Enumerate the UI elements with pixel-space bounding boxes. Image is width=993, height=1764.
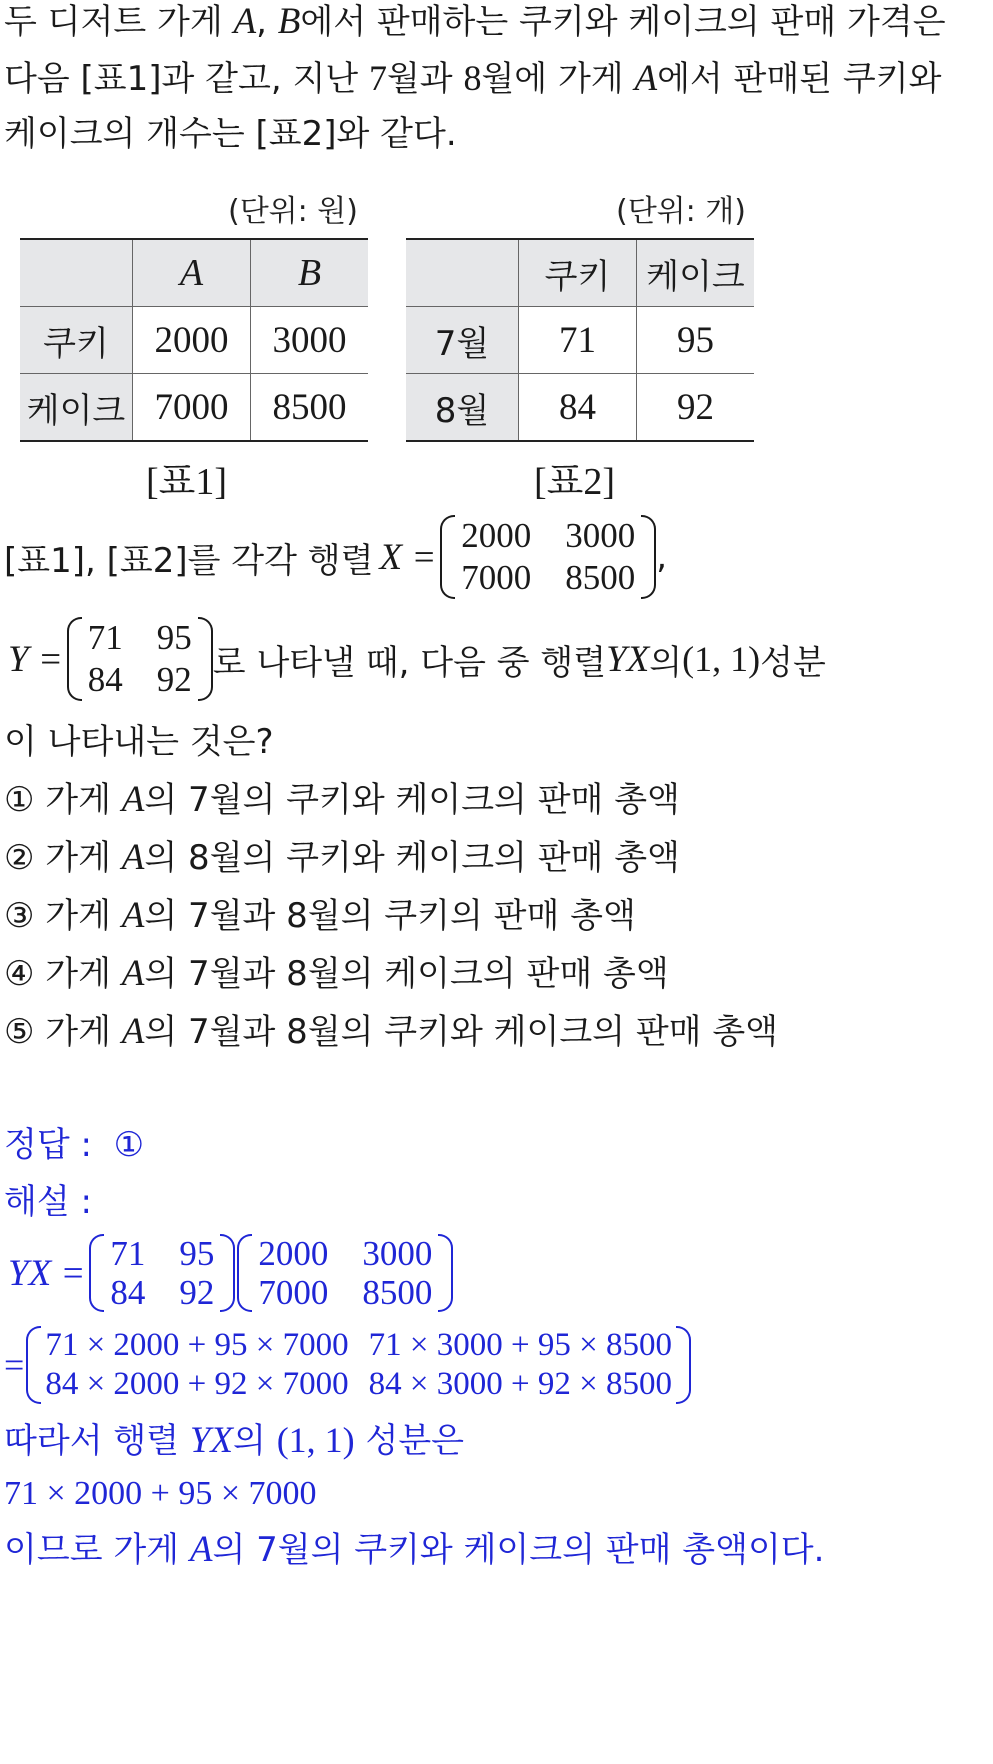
table2-count <box>406 238 754 442</box>
choice-text: 의 7월의 쿠키와 케이크의 판매 총액 <box>144 780 680 820</box>
table2-cell: 95 <box>637 307 755 374</box>
matrix-entry: 2000 <box>258 1234 329 1273</box>
choice-text: 의 7월과 8월의 쿠키의 판매 총액 <box>144 896 636 936</box>
choice-number: ④ <box>4 954 35 994</box>
store-a-var: A <box>121 895 145 936</box>
matrix-x-label: X = <box>379 536 437 578</box>
matrix-entry: 92 <box>156 660 192 699</box>
text: , <box>256 2 278 42</box>
table1-row-label: 쿠키 <box>20 307 133 374</box>
paren-right <box>676 1326 691 1404</box>
problem-line-3: 케이크의 개수는 [표2]와 같다. <box>4 114 457 154</box>
store-a-var: A <box>121 779 145 820</box>
choice-number: ③ <box>4 896 35 936</box>
text: , <box>656 537 668 577</box>
matrix-entry: 71 × 3000 + 95 × 8500 <box>368 1327 672 1363</box>
table1-cell: 3000 <box>251 307 369 374</box>
text: 따라서 행렬 <box>4 1421 190 1461</box>
table1-row-label: 케이크 <box>20 374 133 442</box>
table2-row-label: 7월 <box>406 307 519 374</box>
matrix-yx: YX <box>189 1420 234 1461</box>
matrix-entry: 8500 <box>362 1273 433 1312</box>
table2-header-cookie: 쿠키 <box>519 239 637 307</box>
choice-3[interactable] <box>4 894 636 938</box>
table1-price <box>20 238 368 442</box>
question-line-2 <box>4 617 826 701</box>
paren-right <box>641 515 656 599</box>
question-line-1 <box>4 515 667 599</box>
text: 가게 <box>45 896 122 936</box>
matrix-entry: 84 <box>110 1273 146 1312</box>
table1-cell: 8500 <box>251 374 369 442</box>
paren-left <box>67 617 82 701</box>
text: 성분은 <box>354 1421 465 1461</box>
number: 7 <box>368 58 387 98</box>
matrix-entry: 7000 <box>258 1273 329 1312</box>
paren-left <box>89 1234 104 1312</box>
matrix-entry: 71 <box>110 1234 146 1273</box>
choice-1[interactable] <box>4 778 680 822</box>
problem-line-1 <box>4 0 946 44</box>
table2-cell: 92 <box>637 374 755 442</box>
store-b-var: B <box>277 1 301 42</box>
text: 가게 <box>45 954 122 994</box>
text: 두 디저트 가게 <box>4 2 234 42</box>
paren-left <box>440 515 455 599</box>
store-a-var: A <box>233 1 257 42</box>
text: 성분 <box>760 642 826 683</box>
text: 가게 <box>45 1012 122 1052</box>
question-line-3: 이 나타내는 것은? <box>4 722 274 762</box>
text: 가게 <box>45 838 122 878</box>
store-a-var: A <box>121 953 145 994</box>
matrix-y-label: Y = <box>8 638 63 680</box>
table1-cell: 2000 <box>133 307 251 374</box>
explanation-label: 해설 : <box>4 1182 92 1222</box>
table1-cell: 7000 <box>133 374 251 442</box>
choice-number: ⑤ <box>4 1012 35 1052</box>
text: [표1], [표2]를 각각 행렬 <box>4 540 374 581</box>
text: 로 나타낼 때, 다음 중 행렬 <box>212 642 607 683</box>
table1-header-b: B <box>251 239 369 307</box>
text: 의 7월의 쿠키와 케이크의 판매 총액이다. <box>212 1530 825 1570</box>
matrix-product <box>26 1326 691 1404</box>
choice-5[interactable] <box>4 1010 778 1054</box>
table1-unit: (단위: 원) <box>228 194 358 229</box>
store-a-var: A <box>634 58 658 99</box>
choice-4[interactable] <box>4 952 669 996</box>
text: 월과 <box>386 59 464 99</box>
matrix-entry: 2000 <box>461 516 532 555</box>
matrix-entry: 95 <box>179 1234 215 1273</box>
matrix-entry: 71 <box>87 618 123 657</box>
paren-right <box>198 617 213 701</box>
table2-corner <box>406 239 519 307</box>
matrix-y <box>67 617 213 701</box>
choice-text: 의 8월의 쿠키와 케이크의 판매 총액 <box>144 838 680 878</box>
table1-header-a: A <box>133 239 251 307</box>
choice-number: ② <box>4 838 35 878</box>
matrix-yx: YX <box>606 638 650 680</box>
text: 의 <box>233 1421 277 1461</box>
paren-left <box>237 1234 252 1312</box>
table2-unit: (단위: 개) <box>616 194 746 229</box>
answer-value: ① <box>113 1125 145 1165</box>
matrix-entry: 3000 <box>362 1234 433 1273</box>
text: 에서 판매하는 쿠키와 케이크의 판매 가격은 <box>300 2 946 42</box>
matrix-x <box>237 1234 453 1312</box>
table2-cell: 71 <box>519 307 637 374</box>
matrix-entry: 95 <box>156 618 192 657</box>
explanation-expanded-product <box>4 1326 691 1404</box>
choice-text: 의 7월과 8월의 쿠키와 케이크의 판매 총액 <box>144 1012 779 1052</box>
yx-label: YX = <box>8 1252 86 1294</box>
table1-caption: [표1] <box>146 461 228 503</box>
matrix-entry: 84 × 2000 + 92 × 7000 <box>45 1366 349 1402</box>
matrix-y <box>89 1234 235 1312</box>
store-a-var: A <box>189 1529 213 1570</box>
matrix-entry: 84 × 3000 + 92 × 8500 <box>368 1366 672 1402</box>
table2-header-cake: 케이크 <box>637 239 755 307</box>
table2-cell: 84 <box>519 374 637 442</box>
answer-line <box>4 1123 144 1167</box>
table2-caption: [표2] <box>534 461 616 503</box>
matrix-x <box>440 515 656 599</box>
table2-row-label: 8월 <box>406 374 519 442</box>
matrix-entry: 92 <box>179 1273 215 1312</box>
choice-2[interactable] <box>4 836 680 880</box>
paren-left <box>26 1326 41 1404</box>
text: 이므로 가게 <box>4 1530 190 1570</box>
matrix-entry: 8500 <box>565 558 636 597</box>
entry-index: (1, 1) <box>682 639 761 679</box>
text: 월에 가게 <box>481 59 635 99</box>
table1-corner <box>20 239 133 307</box>
text: 에서 판매된 쿠키와 <box>657 59 942 99</box>
choice-number: ① <box>4 780 35 820</box>
matrix-entry: 84 <box>87 660 123 699</box>
number: 8 <box>463 58 482 98</box>
matrix-entry: 71 × 2000 + 95 × 7000 <box>45 1327 349 1363</box>
text: 의 <box>649 642 683 683</box>
store-a-var: A <box>121 1011 145 1052</box>
matrix-entry: 7000 <box>461 558 532 597</box>
paren-right <box>220 1234 235 1312</box>
explanation-conclusion <box>4 1528 824 1572</box>
explanation-line-entry <box>4 1418 464 1463</box>
store-a-var: A <box>121 837 145 878</box>
text: 가게 <box>45 780 122 820</box>
paren-right <box>438 1234 453 1312</box>
entry-index: (1, 1) <box>276 1420 355 1460</box>
problem-line-2 <box>4 56 941 101</box>
equals-sign: = <box>4 1345 25 1385</box>
explanation-yx-product <box>4 1234 453 1312</box>
explanation-expression: 71 × 2000 + 95 × 7000 <box>4 1475 317 1512</box>
text: 다음 [표1]과 같고, 지난 <box>4 59 369 99</box>
answer-label: 정답 : <box>4 1125 92 1165</box>
choice-text: 의 7월과 8월의 케이크의 판매 총액 <box>144 954 669 994</box>
matrix-entry: 3000 <box>565 516 636 555</box>
